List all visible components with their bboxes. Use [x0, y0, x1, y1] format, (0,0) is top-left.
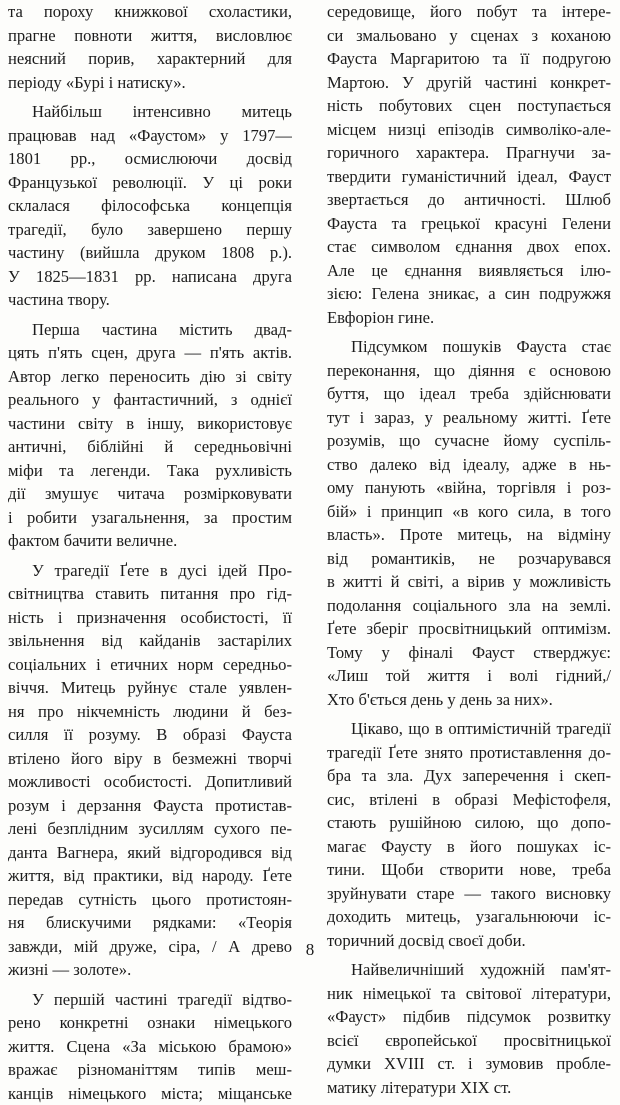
text-line: Найбільш інтенсивно митець	[8, 100, 292, 124]
text-line: данта Вагнера, який відгородився від	[8, 841, 292, 865]
text-line: передав сутність цього протистоян-	[8, 888, 292, 912]
text-line: та пороху книжкової схоластики,	[8, 0, 292, 24]
text-line: всієї європейської просвітницької	[327, 1029, 611, 1053]
text-line: силля її розуму. В образі Фауста	[8, 723, 292, 747]
text-line: стають рушійною силою, що допо-	[327, 811, 611, 835]
text-line: фактом бачити величне.	[8, 529, 292, 553]
text-line: завжди, мій друже, сіра, / А древо	[8, 935, 292, 959]
text-line: матику літератури XIX ст.	[327, 1076, 611, 1100]
text-line: життя, від практики, від народу. Ґете	[8, 864, 292, 888]
text-line: канців німецького міста; міщанське	[8, 1082, 292, 1105]
text-line: Автор легко переносить дію зі світу	[8, 365, 292, 389]
text-line: торичний досвід своєї доби.	[327, 929, 611, 953]
text-line: від романтиків, не розчарувався	[327, 547, 611, 571]
text-line: тини. Щоби створити нове, треба	[327, 858, 611, 882]
text-line: стає символом єднання двох епох.	[327, 235, 611, 259]
text-line: в житті й світі, а вірив у можливість	[327, 570, 611, 594]
text-line: реального у фантастичний, з однієї	[8, 388, 292, 412]
text-line: світництва ставить питання про гід-	[8, 582, 292, 606]
text-line: Ґете зберіг просвітницький оптимізм.	[327, 617, 611, 641]
text-line: Фауста Маргаритою та її подругою	[327, 47, 611, 71]
text-line: власть». Проте митець, на відміну	[327, 523, 611, 547]
text-line: віччя. Митець руйнує стале уявлен-	[8, 676, 292, 700]
text-line: трагедії, було завершено першу	[8, 218, 292, 242]
text-line: частина твору.	[8, 288, 292, 312]
text-line: місцем низці епізодів символіко-але-	[327, 118, 611, 142]
text-line: міфи та легенди. Така рухливість	[8, 459, 292, 483]
text-line: Підсумком пошуків Фауста стає	[327, 335, 611, 359]
text-line: ому панують «війна, торгівля і роз-	[327, 476, 611, 500]
text-line: «Фауст» підбив підсумок розвитку	[327, 1005, 611, 1029]
text-line: дії змушує читача розмірковувати	[8, 482, 292, 506]
text-line: зруйнувати старе — такого висновку	[327, 882, 611, 906]
text-line: Найвеличніший художній пам'ят-	[327, 958, 611, 982]
text-line: Евфоріон гине.	[327, 306, 611, 330]
text-line: розум і дерзання Фауста протистав-	[8, 794, 292, 818]
text-line: бра та зла. Дух заперечення і скеп-	[327, 764, 611, 788]
text-line: Хто б'ється день у день за них».	[327, 688, 611, 712]
text-line: «Лиш той життя і волі гідний,/	[327, 664, 611, 688]
text-line: Французької революції. У ці роки	[8, 171, 292, 195]
text-line: рено конкретні ознаки німецького	[8, 1011, 292, 1035]
text-line: частину (вийшла друком 1808 р.).	[8, 241, 292, 265]
text-line: неясний порив, характерний для	[8, 47, 292, 71]
text-line: Але це єднання виявляється ілю-	[327, 259, 611, 283]
text-line: ня блискучими рядками: «Теорія	[8, 911, 292, 935]
text-line: ність побутових сцен поступається	[327, 94, 611, 118]
text-line: Мартою. У другій частині конкрет-	[327, 71, 611, 95]
text-line: ство далеко від ідеалу, адже в нь-	[327, 453, 611, 477]
text-line: твердити гуманістичний ідеал, Фауст	[327, 165, 611, 189]
text-line: працював над «Фаустом» у 1797—	[8, 124, 292, 148]
text-line: можливості особистості. Допитливий	[8, 770, 292, 794]
text-line: ник німецької та світової літератури,	[327, 982, 611, 1006]
text-line: буття, що ідеал треба здійснювати	[327, 382, 611, 406]
text-line: соціальних і етичних норм середньо-	[8, 653, 292, 677]
text-line: частини світу в іншу, використовує	[8, 412, 292, 436]
text-line: життя. Сцена «За міською брамою»	[8, 1035, 292, 1059]
text-line: 1801 рр., осмислюючи досвід	[8, 147, 292, 171]
text-line: Перша частина містить двад-	[8, 318, 292, 342]
text-line: античні, біблійні й середньовічні	[8, 435, 292, 459]
text-line: лені безплідним зусиллям сухого пе-	[8, 817, 292, 841]
text-line: У першій частині трагедії відтво-	[8, 988, 292, 1012]
text-line: си змальовано у сценах з коханою	[327, 24, 611, 48]
page-number: 8	[0, 940, 620, 960]
text-line: жизні — золоте».	[8, 958, 292, 982]
text-line: середовище, його побут та інтере-	[327, 0, 611, 24]
text-line: періоду «Бурі і натиску».	[8, 71, 292, 95]
text-line: тут і зараз, у реальному житті. Ґете	[327, 406, 611, 430]
text-line: горичного характера. Прагнучи за-	[327, 141, 611, 165]
text-line: магає Фаусту в його пошуках іс-	[327, 835, 611, 859]
text-line: звертається до античності. Шлюб	[327, 188, 611, 212]
text-line: розумів, що сучасне йому суспіль-	[327, 429, 611, 453]
text-line: цять п'ять сцен, друга — п'ять актів.	[8, 341, 292, 365]
text-line: ня про нікчемність людини й без-	[8, 700, 292, 724]
text-line: зією: Гелена зникає, а син подружжя	[327, 282, 611, 306]
text-line: сис, втілені в образі Мефістофеля,	[327, 788, 611, 812]
text-line: Фауста та грецької красуні Гелени	[327, 212, 611, 236]
text-line: Тому у фіналі Фауст стверджує:	[327, 641, 611, 665]
right-column	[327, 0, 611, 1099]
text-line: склалася філософська концепція	[8, 194, 292, 218]
text-line: доходить митець, узагальнюючи іс-	[327, 905, 611, 929]
text-line: У трагедії Ґете в дусі ідей Про-	[8, 559, 292, 583]
text-line: У 1825—1831 рр. написана друга	[8, 265, 292, 289]
text-line: бій» і принцип «в кого сила, в того	[327, 500, 611, 524]
text-line: трагедії Ґете знято протиставлення до-	[327, 741, 611, 765]
text-line: ність і призначення особистості, її	[8, 606, 292, 630]
text-line: думки XVIII ст. і зумовив пробле-	[327, 1052, 611, 1076]
text-line: переконання, що діяння є основою	[327, 359, 611, 383]
text-line: вражає різноманіттям типів меш-	[8, 1058, 292, 1082]
text-line: і робити узагальнення, за простим	[8, 506, 292, 530]
text-line: втілено його віру в безмежні творчі	[8, 747, 292, 771]
text-line: подолання соціального зла на землі.	[327, 594, 611, 618]
text-line: Цікаво, що в оптимістичній трагедії	[327, 717, 611, 741]
text-line: звільнення від кайданів застарілих	[8, 629, 292, 653]
text-line: прагне повноти життя, висловлює	[8, 24, 292, 48]
